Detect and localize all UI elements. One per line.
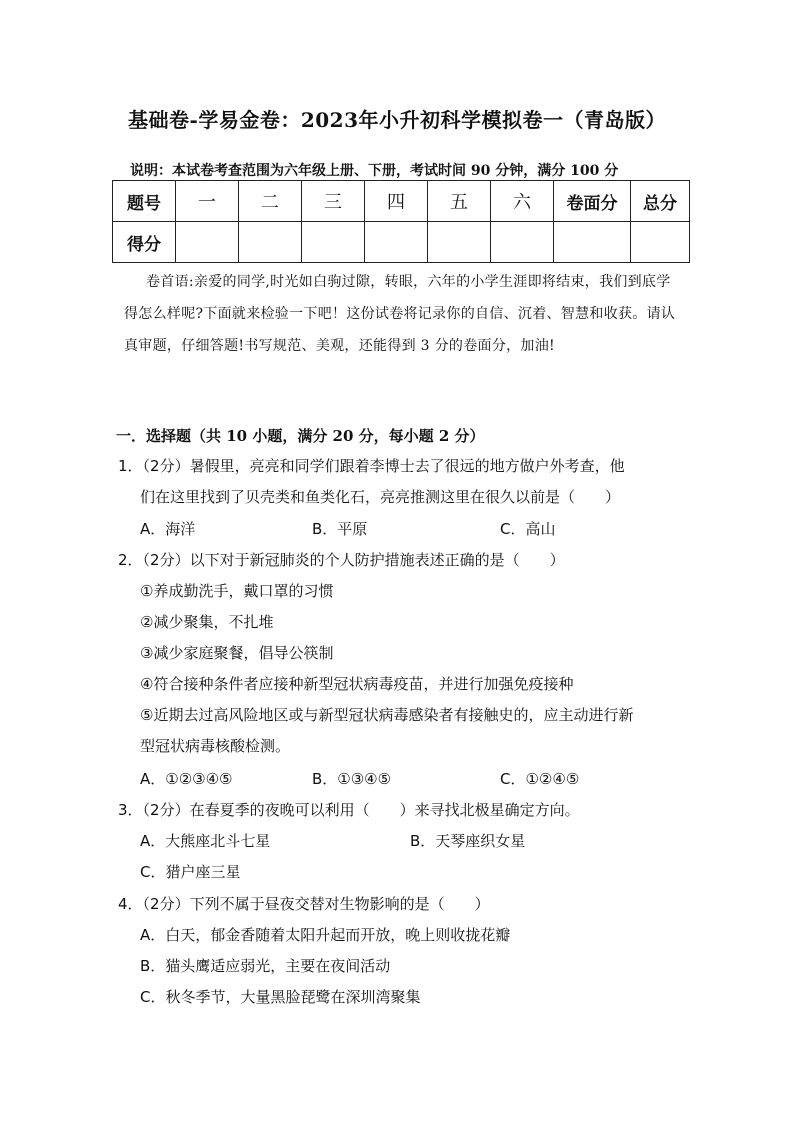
- score-header-cell: 二: [239, 181, 302, 222]
- question-2-item: ④符合接种条件者应接种新型冠状病毒疫苗，并进行加强免疫接种: [140, 675, 574, 693]
- question-3-option-c: C．猎户座三星: [140, 863, 241, 881]
- score-header-cell: 卷面分: [554, 181, 631, 222]
- question-3-option-b: B．天琴座织女星: [410, 832, 526, 850]
- score-cell: [491, 222, 554, 263]
- score-cell: [365, 222, 428, 263]
- score-header-cell: 六: [491, 181, 554, 222]
- question-2-option-c: C．①②④⑤: [500, 770, 580, 788]
- score-table-score-row: [113, 222, 690, 263]
- score-header-cell: 三: [302, 181, 365, 222]
- score-header-cell: 五: [428, 181, 491, 222]
- score-cell: [239, 222, 302, 263]
- exam-note: 说明：本试卷考查范围为六年级上册、下册，考试时间 90 分钟，满分 100 分: [130, 163, 619, 179]
- question-2-item: ②减少聚集，不扎堆: [140, 613, 274, 631]
- score-cell: [428, 222, 491, 263]
- question-4-option-a: A．白天，郁金香随着太阳升起而开放，晚上则收拢花瓣: [140, 926, 511, 944]
- preface-paragraph: 卷首语:亲爱的同学,时光如白驹过隙，转眼，六年的小学生涯即将结束，我们到底学得怎么样呢?下面就来检验一下吧！这份试卷将记录你的自信、沉着、智慧和收获。请认真审题，仔细答题!书写规范、美观，还能得到 3 分的卷面分，加油!: [124, 274, 676, 354]
- question-4-option-b: B．猫头鹰适应弱光，主要在夜间活动: [140, 957, 391, 975]
- score-cell: [631, 222, 690, 263]
- score-cell: [554, 222, 631, 263]
- question-2-option-a: A．①②③④⑤: [140, 770, 233, 788]
- question-3-line-1: 3．（2分）在春夏季的夜晚可以利用（ ）来寻找北极星确定方向。: [118, 801, 580, 819]
- question-2-item: 型冠状病毒核酸检测。: [140, 737, 291, 755]
- score-header-cell: 一: [176, 181, 239, 222]
- question-3-option-a: A．大熊座北斗七星: [140, 832, 271, 850]
- page-title: 基础卷-学易金卷：2023年小升初科学模拟卷一（青岛版）: [128, 108, 666, 132]
- question-4-option-c: C．秋冬季节，大量黑脸琵鹭在深圳湾聚集: [140, 988, 421, 1006]
- question-2-item: ①养成勤洗手，戴口罩的习惯: [140, 582, 334, 600]
- question-2-item: ③减少家庭聚餐，倡导公筷制: [140, 644, 334, 662]
- score-table-header-row: [113, 181, 690, 222]
- question-4-line-1: 4．（2分）下列不属于昼夜交替对生物影响的是（ ）: [118, 895, 490, 913]
- section-heading: 一．选择题（共 10 小题，满分 20 分，每小题 2 分）: [116, 427, 485, 445]
- question-1-option-a: A．海洋: [140, 520, 196, 538]
- question-2-item: ⑤近期去过高风险地区或与新型冠状病毒感染者有接触史的，应主动进行新: [140, 706, 634, 724]
- score-cell: [302, 222, 365, 263]
- question-2-option-b: B．①③④⑤: [312, 770, 392, 788]
- question-1-line-2: 们在这里找到了贝壳类和鱼类化石，亮亮推测这里在很久以前是（ ）: [140, 488, 621, 506]
- question-1-line-1: 1．（2分）暑假里，亮亮和同学们跟着李博士去了很远的地方做户外考查，他: [118, 457, 625, 475]
- score-row-label: 得分: [113, 222, 176, 263]
- score-header-cell: 题号: [113, 181, 176, 222]
- question-1-option-b: B．平原: [312, 520, 368, 538]
- score-table: [112, 180, 690, 263]
- question-1-option-c: C．高山: [500, 520, 556, 538]
- score-header-cell: 四: [365, 181, 428, 222]
- score-cell: [176, 222, 239, 263]
- question-2-line-1: 2．（2分）以下对于新冠肺炎的个人防护措施表述正确的是（ ）: [118, 551, 565, 569]
- score-header-cell: 总分: [631, 181, 690, 222]
